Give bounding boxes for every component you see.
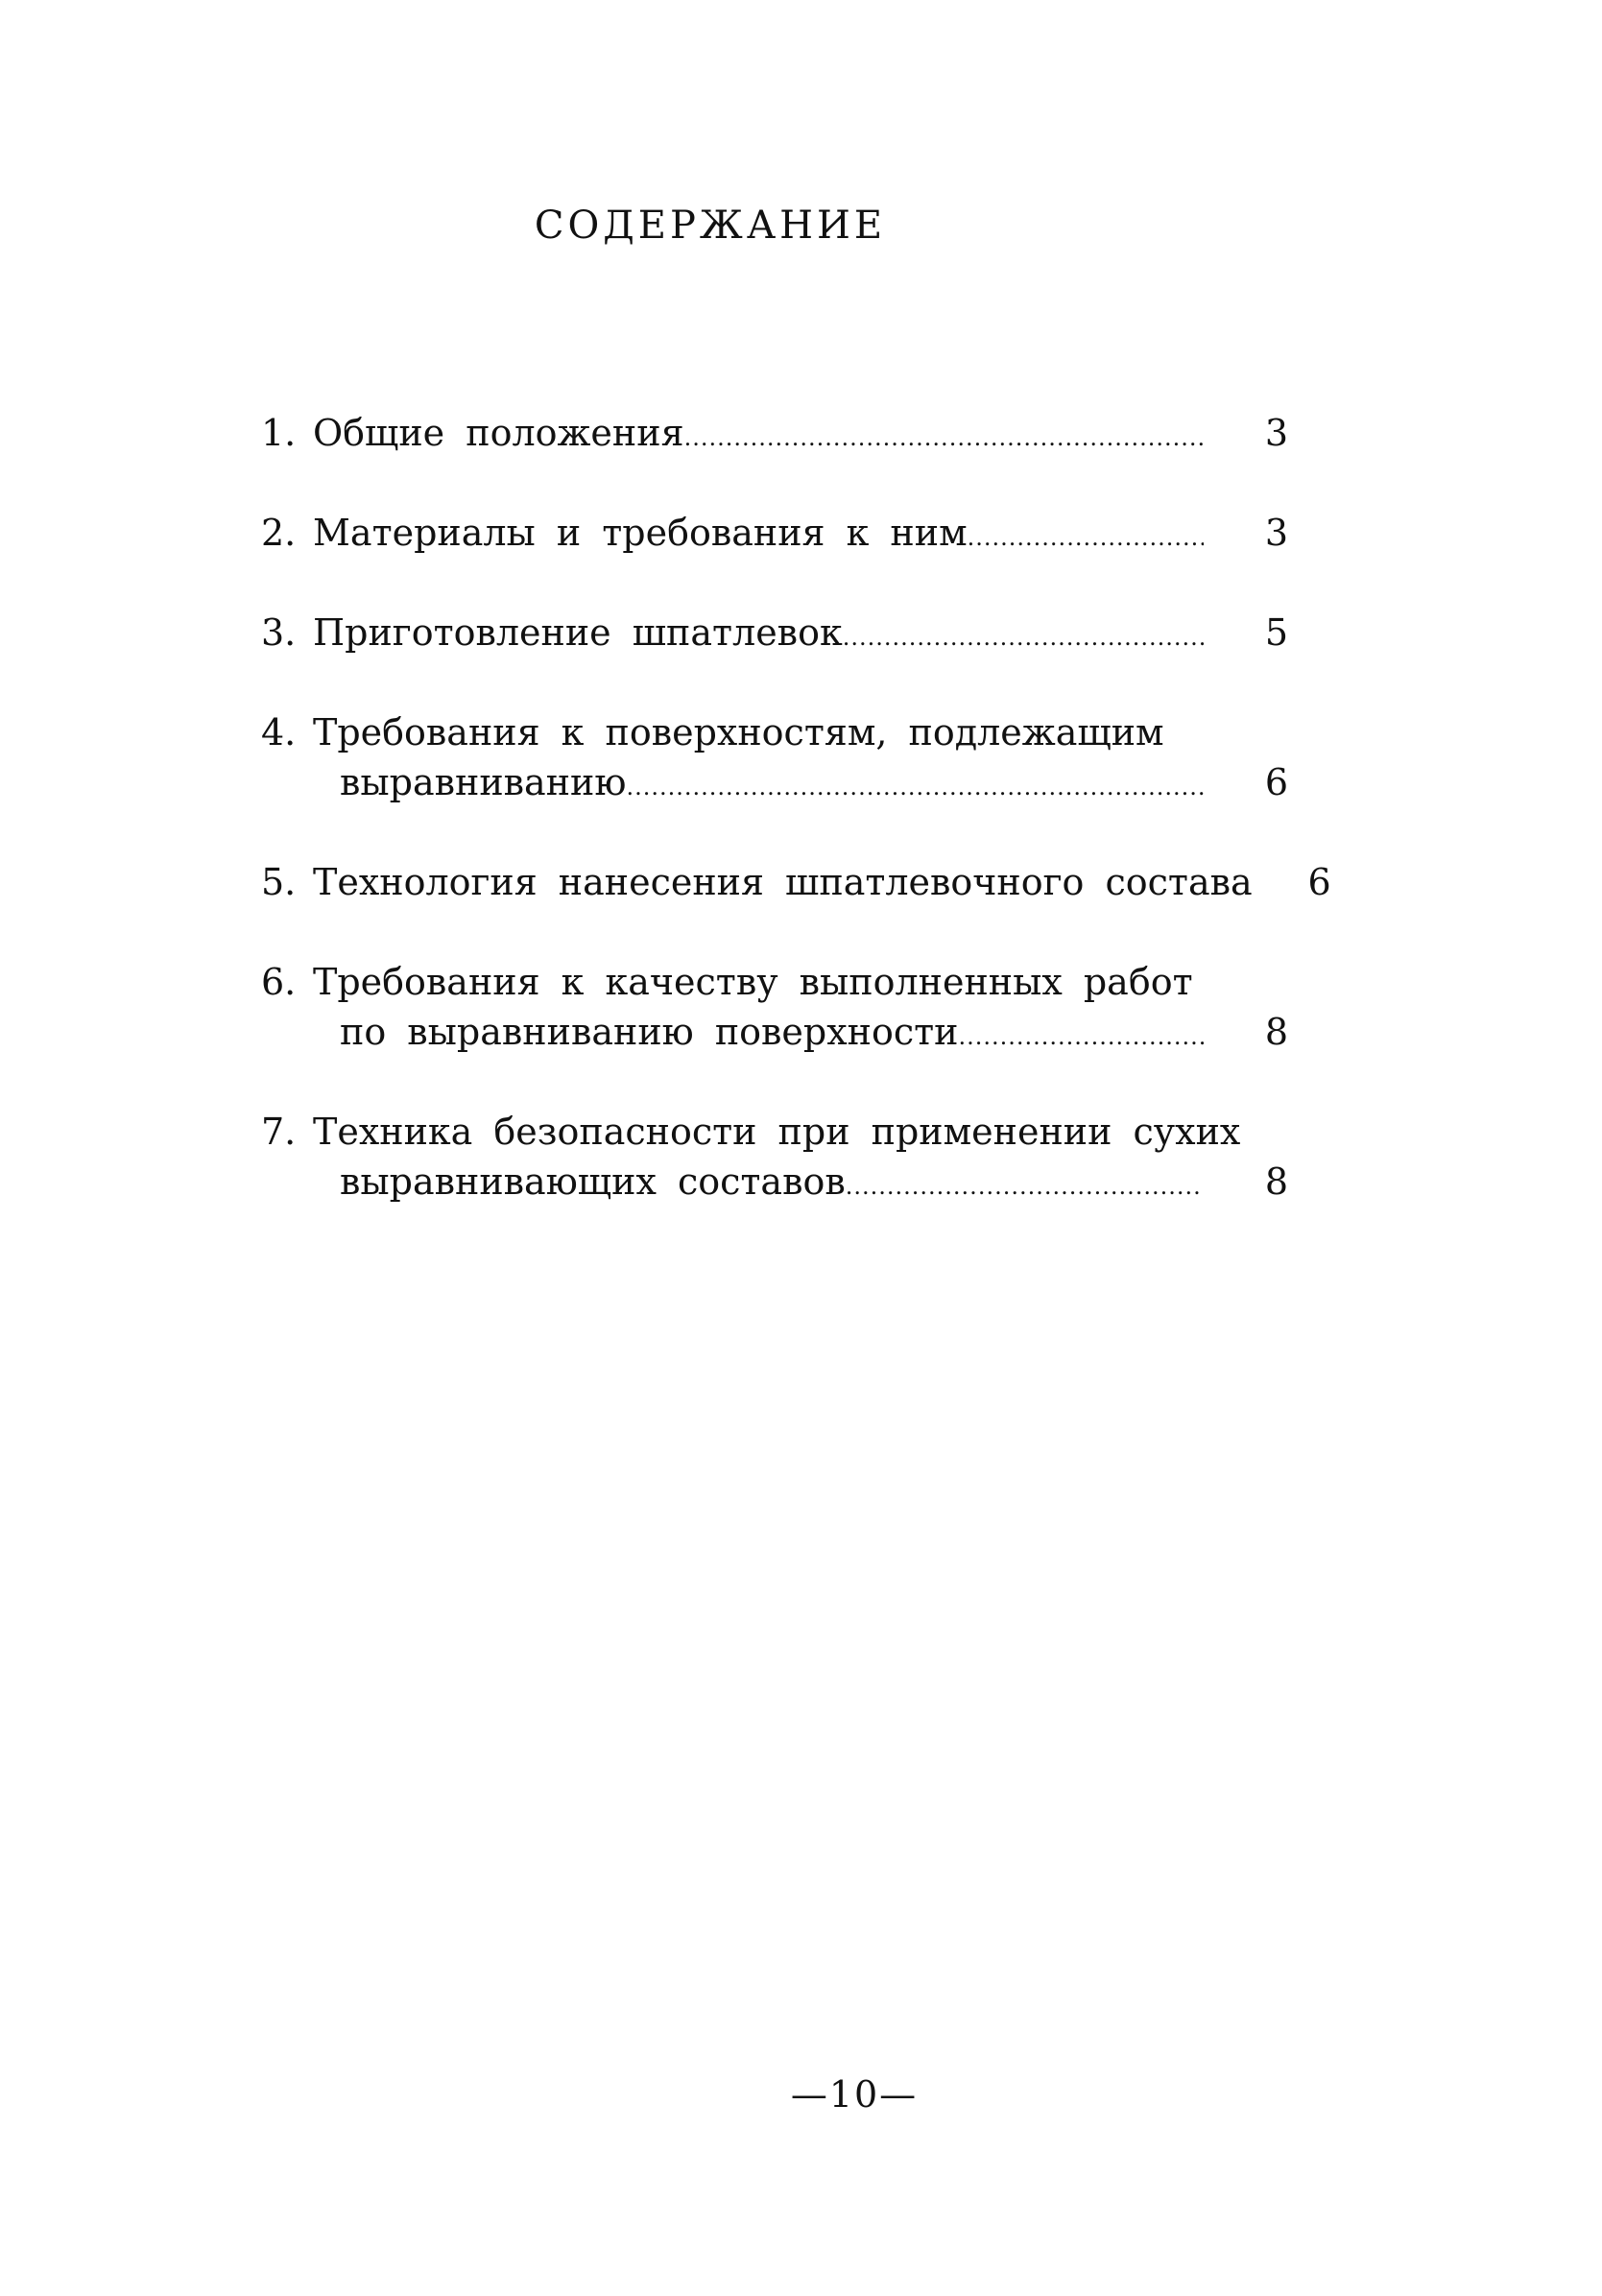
toc-entry [261,857,1331,907]
dot-leader [846,1161,1204,1211]
toc-entry-number: 5. [261,861,297,903]
page-title: СОДЕРЖАНИЕ [534,203,887,248]
toc-entry-number: 3. [261,611,297,654]
toc-entry-page: 5 [1264,611,1288,654]
dot-leader [684,413,1204,463]
page-number: —10— [790,2073,919,2116]
toc-entry-page: 3 [1264,512,1288,554]
toc-entry-title-continued: выравнивающих составов [340,1160,846,1203]
table-of-contents [261,408,1331,1256]
toc-entry-title: Требования к качеству выполненных работ [313,961,1193,1003]
toc-entry-title-continued: выравниванию [340,761,627,803]
toc-entry-title: Технология нанесения шпатлевочного состава [313,861,1253,903]
dot-leader [843,612,1204,662]
toc-entry [261,707,1298,807]
toc-entry [261,608,1298,658]
dot-leader [959,1012,1205,1062]
dot-leader [626,762,1204,812]
toc-entry-page: 3 [1264,412,1288,454]
toc-entry-page: 8 [1264,1011,1288,1053]
toc-entry-number: 4. [261,711,297,753]
toc-entry-number: 1. [261,412,297,454]
toc-entry [261,957,1298,1057]
toc-entry-title: Требования к поверхностям, подлежащим [313,711,1164,753]
toc-entry [261,408,1298,458]
toc-entry-title: Приготовление шпатлевок [313,611,843,654]
toc-entry-page: 8 [1264,1160,1288,1203]
toc-entry-number: 6. [261,961,297,1003]
toc-entry-title-continued: по выравниванию поверхности [340,1011,959,1053]
toc-entry-title: Техника безопасности при применении сухих [313,1111,1241,1153]
toc-entry-page: 6 [1307,861,1331,903]
toc-entry-title: Общие положения [313,412,684,454]
toc-entry-number: 2. [261,512,297,554]
toc-entry-page: 6 [1264,761,1288,803]
toc-entry-number: 7. [261,1111,297,1153]
toc-entry-title: Материалы и требования к ним [313,512,968,554]
dot-leader [968,513,1204,562]
toc-entry [261,508,1298,558]
toc-entry [261,1107,1298,1207]
